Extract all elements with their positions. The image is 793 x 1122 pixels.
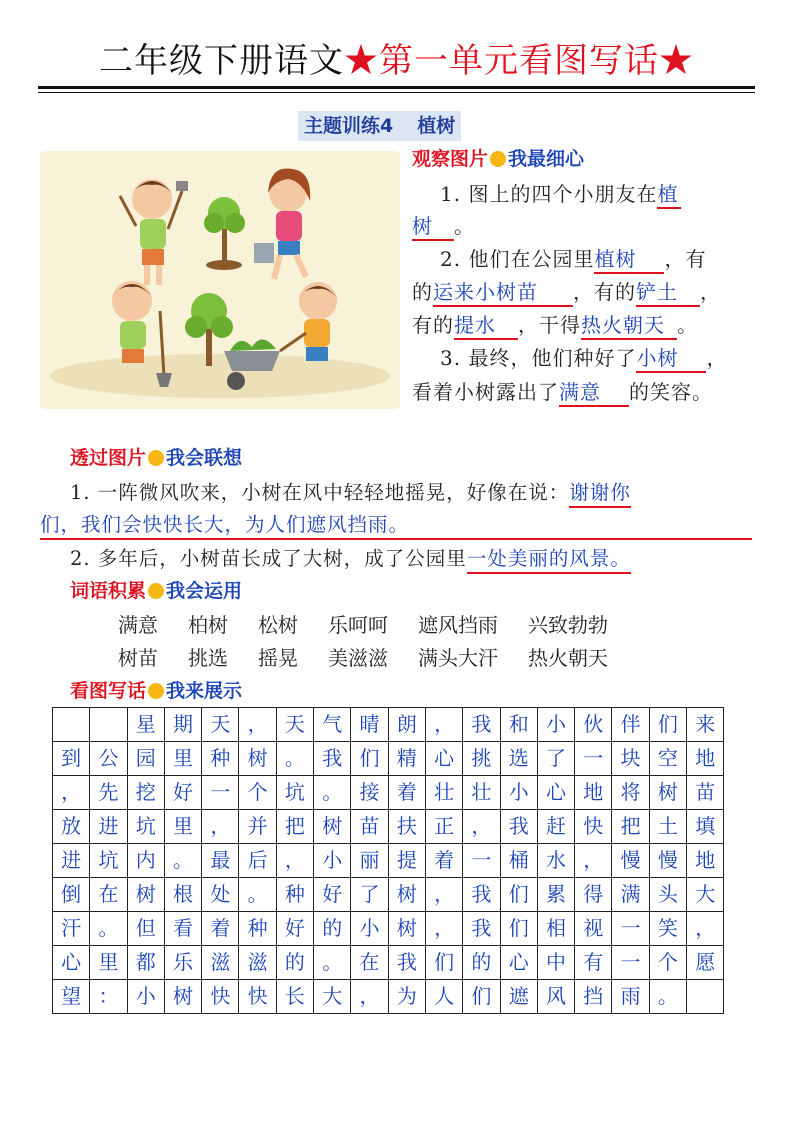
grid-cell: 。 (164, 844, 201, 878)
imagine-line1: 1. 一阵微风吹来，小树在风中轻轻地摇晃，好像在说：谢谢你 (70, 478, 631, 508)
grid-cell: 壮 (425, 776, 462, 810)
grid-cell: 滋 (202, 946, 239, 980)
grid-cell: 扶 (388, 810, 425, 844)
answer-blank: 提水 (454, 312, 518, 340)
grid-cell: 赶 (537, 810, 574, 844)
grid-cell: 将 (612, 776, 649, 810)
grid-cell: 心 (53, 946, 90, 980)
grid-cell: 和 (500, 708, 537, 742)
girl-with-bucket-icon (254, 169, 310, 280)
imagine-line2: 2. 多年后，小树苗长成了大树，成了公园里一处美丽的风景。 (70, 544, 631, 574)
grid-cell: 快 (575, 810, 612, 844)
grid-cell: 我 (463, 708, 500, 742)
grid-cell: 心 (500, 946, 537, 980)
grid-cell: 坑 (90, 844, 127, 878)
grid-cell: 风 (537, 980, 574, 1014)
grid-cell: 大 (687, 878, 724, 912)
grid-cell: 累 (537, 878, 574, 912)
word-item: 松树 (258, 613, 298, 637)
word-item: 遮风挡雨 (418, 613, 498, 637)
grid-cell: 丽 (351, 844, 388, 878)
word-item: 柏树 (188, 613, 228, 637)
grid-cell: 天 (276, 708, 313, 742)
grid-cell: 地 (687, 844, 724, 878)
grid-cell: ， (687, 912, 724, 946)
grid-cell: 后 (239, 844, 276, 878)
grid-row (53, 980, 724, 1014)
grid-cell: 中 (537, 946, 574, 980)
topic-number: 主题训练4 (304, 115, 394, 137)
grid-cell: 里 (90, 946, 127, 980)
grid-cell: 望 (53, 980, 90, 1014)
kids-planting-trees-image (40, 151, 400, 409)
grid-cell: 并 (239, 810, 276, 844)
title-unit: 第一单元看图写话 (379, 41, 659, 81)
grid-cell: ： (90, 980, 127, 1014)
grid-cell: ， (425, 878, 462, 912)
grid-cell: 园 (127, 742, 164, 776)
grid-cell: 树 (127, 878, 164, 912)
answer-blank: 铲土 (636, 279, 700, 307)
grid-cell: 根 (164, 878, 201, 912)
answer-blank: 谢谢你 (569, 480, 631, 508)
grid-cell: 遮 (500, 980, 537, 1014)
grid-cell: 把 (612, 810, 649, 844)
observe-q2-line2: 的运来小树苗 ，有的铲土 ， (412, 277, 721, 307)
dot-icon (490, 151, 506, 167)
grid-cell: 我 (463, 878, 500, 912)
grid-cell: 着 (425, 844, 462, 878)
grid-cell: 期 (164, 708, 201, 742)
grid-cell: 的 (314, 912, 351, 946)
grid-cell: 一 (575, 742, 612, 776)
grid-cell: 了 (351, 878, 388, 912)
grid-cell: ， (276, 844, 313, 878)
grid-cell: 们 (500, 912, 537, 946)
grid-cell: 快 (239, 980, 276, 1014)
grid-cell: 滋 (239, 946, 276, 980)
grid-cell: 笑 (649, 912, 686, 946)
grid-cell: ， (202, 810, 239, 844)
grid-cell: ， (53, 776, 90, 810)
grid-cell: 块 (612, 742, 649, 776)
answer-blank: 植 (657, 181, 681, 209)
grid-cell: 心 (537, 776, 574, 810)
word-row-1 (118, 610, 638, 640)
topic-subtitle (298, 111, 461, 141)
grid-cell: 我 (500, 810, 537, 844)
grid-cell: 大 (314, 980, 351, 1014)
grid-cell: 小 (127, 980, 164, 1014)
grid-cell: 里 (164, 810, 201, 844)
observe-q3-line2: 看着小树露出了满意 的笑容。 (412, 377, 713, 407)
grid-cell: 公 (90, 742, 127, 776)
grid-cell: 在 (90, 878, 127, 912)
grid-cell: 的 (463, 946, 500, 980)
grid-cell: 填 (687, 810, 724, 844)
grid-cell: 快 (202, 980, 239, 1014)
grid-cell: 地 (687, 742, 724, 776)
grid-cell: 水 (537, 844, 574, 878)
grid-cell: 空 (649, 742, 686, 776)
grid-cell: 。 (314, 776, 351, 810)
grid-cell: 着 (388, 776, 425, 810)
grid-cell: 我 (388, 946, 425, 980)
grid-cell: 朗 (388, 708, 425, 742)
grid-cell: 地 (575, 776, 612, 810)
grid-cell: 个 (649, 946, 686, 980)
grid-cell: 坑 (276, 776, 313, 810)
grid-cell: 。 (276, 742, 313, 776)
grid-cell: 好 (276, 912, 313, 946)
grid-cell: ， (425, 708, 462, 742)
grid-cell: 一 (612, 912, 649, 946)
grid-cell: 种 (276, 878, 313, 912)
observe-q2-line1: 2. 他们在公园里植树 ，有 (440, 244, 706, 274)
section-words-heading: 词语积累 我会运用 (70, 580, 243, 602)
grid-cell: 树 (314, 810, 351, 844)
grid-cell: 了 (537, 742, 574, 776)
grid-cell: 好 (314, 878, 351, 912)
grid-cell: 挑 (463, 742, 500, 776)
section-observe-heading: 观察图片 我最细心 (412, 148, 585, 170)
grid-cell: 气 (314, 708, 351, 742)
grid-cell: 土 (649, 810, 686, 844)
grid-cell: 晴 (351, 708, 388, 742)
word-item: 乐呵呵 (328, 613, 388, 637)
observe-q1-line1: 1. 图上的四个小朋友在植 (440, 179, 681, 209)
word-item: 满意 (118, 613, 158, 637)
grid-cell: 得 (575, 878, 612, 912)
grid-cell: 愿 (687, 946, 724, 980)
observe-q1-line2: 树 。 (412, 211, 475, 241)
grid-cell: ， (425, 912, 462, 946)
grid-cell: 有 (575, 946, 612, 980)
grid-cell: 小 (500, 776, 537, 810)
grid-cell: 桶 (500, 844, 537, 878)
grid-cell: 们 (500, 878, 537, 912)
grid-cell: 雨 (612, 980, 649, 1014)
illustration-tree-planting (40, 151, 400, 409)
grid-cell: 小 (537, 708, 574, 742)
grid-cell: 进 (53, 844, 90, 878)
grid-cell: 为 (388, 980, 425, 1014)
title-grade: 二年级下册语文 (99, 41, 344, 81)
answer-blank: 小树 (636, 345, 706, 373)
grid-cell: 树 (164, 980, 201, 1014)
answer-blank: 们，我们会快快长大，为人们遮风挡雨。 (40, 512, 752, 540)
grid-cell: 树 (649, 776, 686, 810)
topic-name: 植树 (417, 115, 456, 137)
grid-cell (53, 708, 90, 742)
answer-blank: 一处美丽的风景。 (467, 546, 631, 574)
imagine-line1-cont (40, 510, 752, 540)
grid-cell: 们 (351, 742, 388, 776)
grid-row (53, 878, 724, 912)
grid-row (53, 946, 724, 980)
grid-cell: 种 (239, 912, 276, 946)
grid-cell: 好 (164, 776, 201, 810)
writing-grid (52, 707, 724, 1014)
grid-cell: 壮 (463, 776, 500, 810)
word-item: 满头大汗 (418, 646, 498, 670)
word-item: 挑选 (188, 646, 228, 670)
grid-row (53, 742, 724, 776)
header-rule-thin (38, 92, 755, 93)
grid-cell: 人 (425, 980, 462, 1014)
grid-cell: 来 (687, 708, 724, 742)
grid-row (53, 844, 724, 878)
grid-cell (687, 980, 724, 1014)
grid-cell: 坑 (127, 810, 164, 844)
answer-blank: 运来小树苗 (433, 279, 573, 307)
answer-blank: 树 (412, 213, 454, 241)
grid-cell: 的 (276, 946, 313, 980)
grid-cell: 我 (463, 912, 500, 946)
grid-cell: 。 (90, 912, 127, 946)
grid-cell: 伴 (612, 708, 649, 742)
grid-cell: 种 (202, 742, 239, 776)
grid-cell: 头 (649, 878, 686, 912)
grid-cell: 。 (314, 946, 351, 980)
grid-cell: ， (575, 844, 612, 878)
grid-cell: 里 (164, 742, 201, 776)
grid-cell: 最 (202, 844, 239, 878)
grid-row (53, 912, 724, 946)
answer-blank: 满意 (559, 379, 629, 407)
grid-cell: 先 (90, 776, 127, 810)
word-item: 美滋滋 (328, 646, 388, 670)
grid-cell: 都 (127, 946, 164, 980)
grid-cell: 树 (239, 742, 276, 776)
word-item: 热火朝天 (528, 646, 608, 670)
grid-cell: 处 (202, 878, 239, 912)
grid-cell: 苗 (687, 776, 724, 810)
grid-cell: 一 (463, 844, 500, 878)
grid-cell: 倒 (53, 878, 90, 912)
grid-cell: 一 (202, 776, 239, 810)
sapling-icon (204, 197, 245, 270)
kid-with-rake-icon (120, 179, 188, 285)
grid-cell: 慢 (612, 844, 649, 878)
grid-cell: 长 (276, 980, 313, 1014)
word-item: 树苗 (118, 646, 158, 670)
grid-cell: 心 (425, 742, 462, 776)
grid-cell: 把 (276, 810, 313, 844)
header-rule-thick (38, 86, 755, 89)
observe-q3-line1: 3. 最终，他们种好了小树 ， (440, 343, 727, 373)
grid-cell: 星 (127, 708, 164, 742)
grid-cell: 个 (239, 776, 276, 810)
grid-cell: 树 (388, 912, 425, 946)
answer-blank: 植树 (594, 246, 664, 274)
grid-cell: ， (351, 980, 388, 1014)
grid-cell: 提 (388, 844, 425, 878)
grid-cell: 一 (612, 946, 649, 980)
grid-cell: 小 (351, 912, 388, 946)
grid-cell: 乐 (164, 946, 201, 980)
grid-cell: 选 (500, 742, 537, 776)
grid-cell: 树 (388, 878, 425, 912)
star-icon: ★ (344, 41, 379, 81)
grid-row (53, 810, 724, 844)
grid-cell: 们 (649, 708, 686, 742)
grid-cell (90, 708, 127, 742)
section-writing-heading: 看图写话 我来展示 (70, 680, 243, 702)
grid-cell: 但 (127, 912, 164, 946)
grid-cell: 伙 (575, 708, 612, 742)
grid-cell: 挖 (127, 776, 164, 810)
grid-cell: 。 (239, 878, 276, 912)
grid-cell: 正 (425, 810, 462, 844)
dot-icon (148, 450, 164, 466)
grid-cell: 看 (164, 912, 201, 946)
grid-cell: 小 (314, 844, 351, 878)
word-item: 兴致勃勃 (528, 613, 608, 637)
grid-cell: 挡 (575, 980, 612, 1014)
grid-cell: ， (463, 810, 500, 844)
grid-cell: 视 (575, 912, 612, 946)
grid-cell: 接 (351, 776, 388, 810)
grid-cell: 天 (202, 708, 239, 742)
grid-cell: ， (239, 708, 276, 742)
star-icon: ★ (659, 41, 694, 81)
grid-cell: 相 (537, 912, 574, 946)
dot-icon (148, 583, 164, 599)
grid-cell: 我 (314, 742, 351, 776)
grid-cell: 放 (53, 810, 90, 844)
grid-cell: 们 (463, 980, 500, 1014)
grid-cell: 精 (388, 742, 425, 776)
dot-icon (148, 683, 164, 699)
grid-row (53, 708, 724, 742)
grid-cell: 进 (90, 810, 127, 844)
grid-cell: 苗 (351, 810, 388, 844)
grid-cell: 内 (127, 844, 164, 878)
page-title (0, 38, 793, 84)
grid-cell: 。 (649, 980, 686, 1014)
grid-cell: 到 (53, 742, 90, 776)
grid-cell: 满 (612, 878, 649, 912)
grid-cell: 慢 (649, 844, 686, 878)
answer-blank: 热火朝天 (581, 312, 677, 340)
word-row-2 (118, 643, 638, 673)
observe-q2-line3: 有的提水 ，干得热火朝天 。 (412, 310, 698, 340)
grid-cell: 们 (425, 946, 462, 980)
grid-cell: 在 (351, 946, 388, 980)
section-imagine-heading: 透过图片 我会联想 (70, 447, 243, 469)
grid-cell: 汗 (53, 912, 90, 946)
word-item: 摇晃 (258, 646, 298, 670)
grid-row (53, 776, 724, 810)
grid-cell: 着 (202, 912, 239, 946)
